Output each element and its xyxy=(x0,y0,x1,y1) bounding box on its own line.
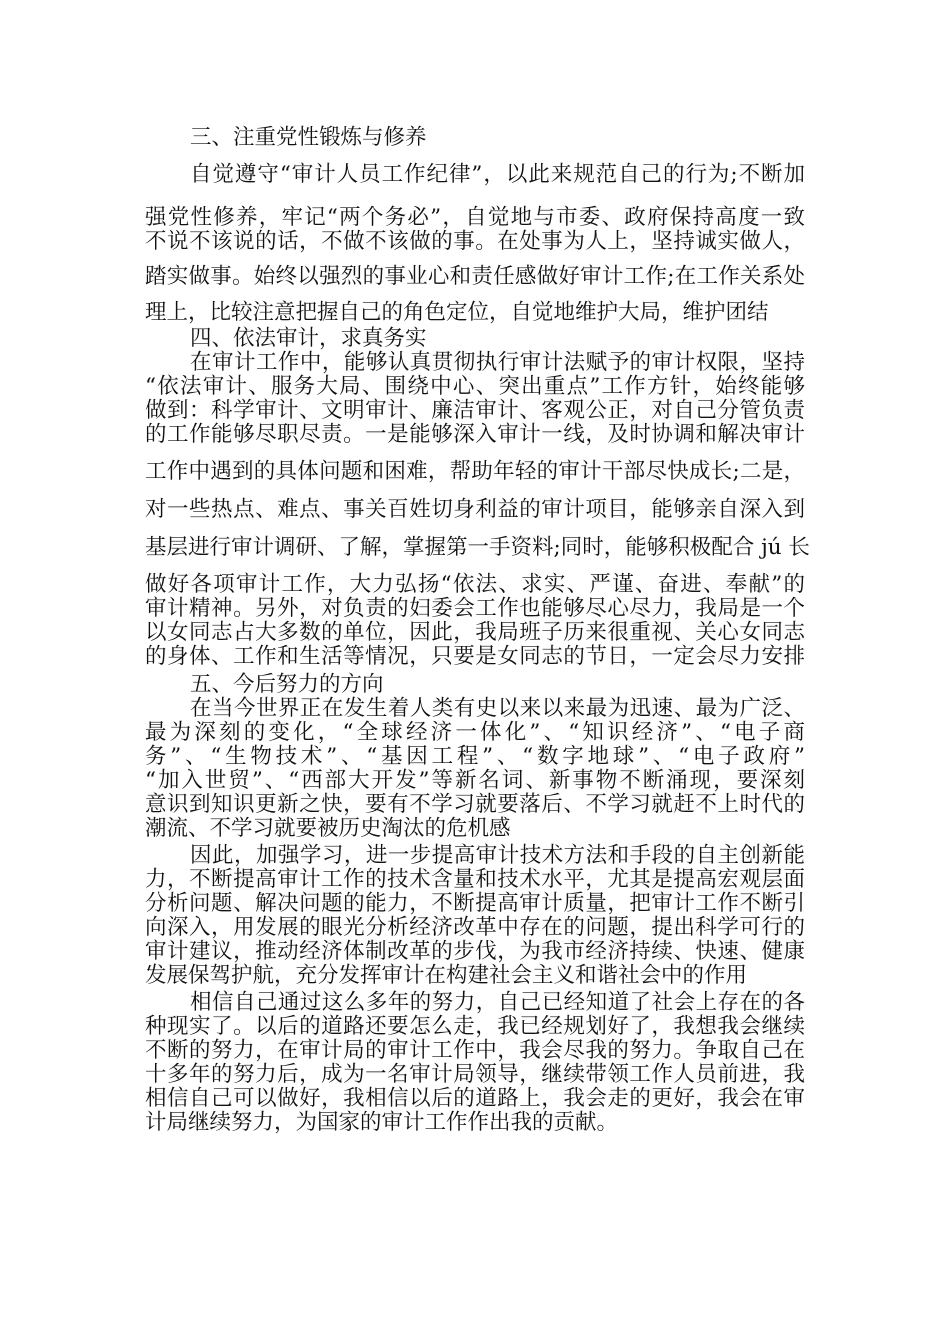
paragraph-line: 在审计工作中，能够认真贯彻执行审计法赋予的审计权限，坚持 xyxy=(190,350,805,375)
paragraph-line: 意识到知识更新之快，要有不学习就要落后、不学习就赶不上时代的 xyxy=(145,792,805,817)
paragraph-line: 审计精神。另外，对负责的妇委会工作也能够尽心尽力，我局是一个 xyxy=(145,596,805,621)
paragraph-line: 发展保驾护航，充分发挥审计在构建社会主义和谐社会中的作用 xyxy=(145,963,748,988)
paragraph-line: 自觉遵守“审计人员工作纪律”，以此来规范自己的行为;不断加 xyxy=(190,162,805,187)
paragraph-line: 十多年的努力后，成为一名审计局领导，继续带领工作人员前进，我 xyxy=(145,1062,805,1087)
paragraph-line: 工作中遇到的具体问题和困难，帮助年轻的审计干部尽快成长;二是， xyxy=(145,459,805,484)
paragraph-line: 做到：科学审计、文明审计、廉洁审计、客观公正，对自己分管负责 xyxy=(145,398,805,423)
paragraph-line: 相信自己可以做好，我相信以后的道路上，我会走的更好，我会在审 xyxy=(145,1086,805,1111)
paragraph-line: 力，不断提高审计工作的技术含量和技术水平，尤其是提高宏观层面 xyxy=(145,867,805,892)
paragraph-line: 对一些热点、难点、事关百姓切身利益的审计项目，能够亲自深入到 xyxy=(145,497,805,522)
paragraph-line: 审计建议，推动经济体制改革的步伐，为我市经济持续、快速、健康 xyxy=(145,939,805,964)
paragraph-line: 最为深刻的变化，“全球经济一体化”、“知识经济”、“电子商 xyxy=(145,720,805,745)
section-heading: 三、注重党性锻炼与修养 xyxy=(190,125,427,150)
paragraph-line: 踏实做事。始终以强烈的事业心和责任感做好审计工作;在工作关系处 xyxy=(145,264,805,289)
paragraph-line: 在当今世界正在发生着人类有史以来以来最为迅速、最为广泛、 xyxy=(190,696,805,721)
paragraph-line: 因此，加强学习，进一步提高审计技术方法和手段的自主创新能 xyxy=(190,843,805,868)
paragraph-line: 分析问题、解决问题的能力，不断提高审计质量，把审计工作不断引 xyxy=(145,891,805,916)
paragraph-line: 务”、“生物技术”、“基因工程”、“数字地球”、“电子政府” xyxy=(145,744,805,769)
paragraph-line: “依法审计、服务大局、围绕中心、突出重点”工作方针，始终能够 xyxy=(145,374,805,399)
paragraph-line: 不说不该说的话，不做不该做的事。在处事为人上，坚持诚实做人， xyxy=(145,229,805,254)
paragraph-line: 计局继续努力，为国家的审计工作作出我的贡献。 xyxy=(145,1110,619,1135)
paragraph-line: 强党性修养，牢记“两个务必”，自觉地与市委、政府保持高度一致 xyxy=(145,205,805,230)
paragraph-line: 的身体、工作和生活等情况，只要是女同志的节日，一定会尽力安排 xyxy=(145,644,805,669)
section-heading: 五、今后努力的方向 xyxy=(190,672,384,697)
paragraph-line: 以女同志占大多数的单位，因此，我局班子历来很重视、关心女同志 xyxy=(145,620,805,645)
paragraph-line: 做好各项审计工作，大力弘扬“依法、求实、严谨、奋进、奉献”的 xyxy=(145,572,805,597)
paragraph-line: 基层进行审计调研、了解，掌握第一手资料;同时，能够积极配合 jú 长 xyxy=(145,535,810,560)
paragraph-line: “加入世贸”、“西部大开发”等新名词、新事物不断涌现，要深刻 xyxy=(145,768,805,793)
paragraph-line: 种现实了。以后的道路还要怎么走，我已经规划好了，我想我会继续 xyxy=(145,1014,805,1039)
section-heading: 四、依法审计，求真务实 xyxy=(190,326,427,351)
paragraph-line: 相信自己通过这么多年的努力，自己已经知道了社会上存在的各 xyxy=(190,990,805,1015)
paragraph-line: 理上，比较注意把握自己的角色定位，自觉地维护大局，维护团结 xyxy=(145,300,769,325)
paragraph-line: 不断的努力，在审计局的审计工作中，我会尽我的努力。争取自己在 xyxy=(145,1038,805,1063)
paragraph-line: 的工作能够尽职尽责。一是能够深入审计一线，及时协调和解决审计 xyxy=(145,422,805,447)
paragraph-line: 潮流、不学习就要被历史淘汰的危机感 xyxy=(145,816,511,841)
paragraph-line: 向深入，用发展的眼光分析经济改革中存在的问题，提出科学可行的 xyxy=(145,915,805,940)
